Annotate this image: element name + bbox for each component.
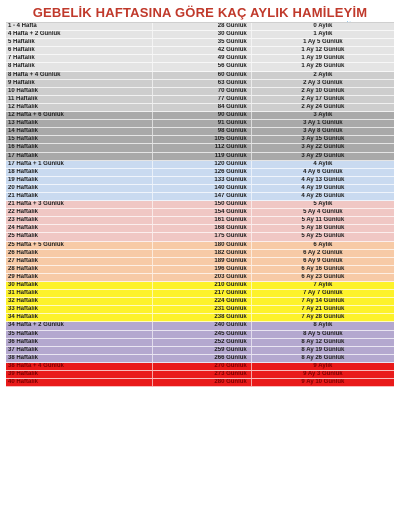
days-cell: 77 Günlük <box>152 96 251 103</box>
days-cell: 161 Günlük <box>152 217 251 224</box>
days-cell: 150 Günlük <box>152 201 251 208</box>
table-row <box>6 185 394 193</box>
months-cell: 2 Ay 24 Günlük <box>251 104 394 111</box>
days-cell: 112 Günlük <box>152 144 251 151</box>
week-cell: 31 Haftalık <box>8 290 39 297</box>
months-cell: 3 Ay 1 Günlük <box>251 120 394 127</box>
week-cell: 40 Haftalık <box>8 379 39 386</box>
months-cell: 5 Aylık <box>251 201 394 208</box>
months-cell: 7 Ay 14 Günlük <box>251 298 394 305</box>
table-row <box>6 298 394 306</box>
days-cell: 30 Günlük <box>152 31 251 38</box>
months-cell: 6 Ay 23 Günlük <box>251 274 394 281</box>
months-cell: 2 Ay 17 Günlük <box>251 96 394 103</box>
days-cell: 238 Günlük <box>152 314 251 321</box>
table-row <box>6 371 394 379</box>
week-cell: 15 Haftalık <box>8 136 39 143</box>
months-cell: 7 Aylık <box>251 282 394 289</box>
week-cell: 8 Hafta + 4 Günlük <box>8 71 61 78</box>
week-cell: 20 Haftalık <box>8 184 39 191</box>
months-cell: 7 Ay 28 Günlük <box>251 314 394 321</box>
table-row <box>6 31 394 39</box>
days-cell: 56 Günlük <box>152 63 251 70</box>
table-row <box>6 96 394 104</box>
week-cell: 38 Hafta + 4 Günlük <box>8 362 64 369</box>
months-cell: 9 Ay 3 Günlük <box>251 371 394 378</box>
months-cell: 4 Ay 13 Günlük <box>251 177 394 184</box>
week-cell: 16 Haftalık <box>8 144 39 151</box>
week-cell: 18 Haftalık <box>8 168 39 175</box>
table-row <box>6 258 394 266</box>
week-cell: 11 Haftalık <box>8 95 38 102</box>
days-cell: 231 Günlük <box>152 306 251 313</box>
days-cell: 35 Günlük <box>152 39 251 46</box>
days-cell: 49 Günlük <box>152 55 251 62</box>
days-cell: 119 Günlük <box>152 153 251 160</box>
days-cell: 133 Günlük <box>152 177 251 184</box>
table-row <box>6 331 394 339</box>
months-cell: 8 Ay 26 Günlük <box>251 355 394 362</box>
table-row <box>6 136 394 144</box>
days-cell: 154 Günlük <box>152 209 251 216</box>
week-cell: 12 Hafta + 6 Günlük <box>8 112 64 119</box>
table-row <box>6 290 394 298</box>
table-row <box>6 217 394 225</box>
table-row <box>6 242 394 250</box>
week-cell: 14 Haftalık <box>8 128 39 135</box>
months-cell: 7 Ay 7 Günlük <box>251 290 394 297</box>
table-row <box>6 274 394 282</box>
table-row <box>6 225 394 233</box>
months-cell: 5 Ay 11 Günlük <box>251 217 394 224</box>
days-cell: 259 Günlük <box>152 347 251 354</box>
table-row <box>6 72 394 80</box>
week-cell: 34 Haftalık <box>8 314 39 321</box>
days-cell: 189 Günlük <box>152 258 251 265</box>
days-cell: 147 Günlük <box>152 193 251 200</box>
table-row <box>6 80 394 88</box>
table-row <box>6 306 394 314</box>
days-cell: 175 Günlük <box>152 233 251 240</box>
months-cell: 9 Aylık <box>251 363 394 370</box>
week-cell: 7 Haftalık <box>8 55 35 62</box>
days-cell: 280 Günlük <box>152 379 251 386</box>
table-row <box>6 339 394 347</box>
table-row <box>6 177 394 185</box>
week-cell: 5 Haftalık <box>8 39 35 46</box>
week-cell: 27 Haftalık <box>8 257 39 264</box>
months-cell: 2 Aylık <box>251 72 394 79</box>
week-cell: 1 - 4 Hafta <box>8 23 37 29</box>
days-cell: 63 Günlük <box>152 80 251 87</box>
months-cell: 2 Ay 10 Günlük <box>251 88 394 95</box>
days-cell: 90 Günlük <box>152 112 251 119</box>
week-cell: 32 Haftalık <box>8 298 39 305</box>
months-cell: 7 Ay 21 Günlük <box>251 306 394 313</box>
days-cell: 252 Günlük <box>152 339 251 346</box>
week-cell: 23 Haftalık <box>8 217 39 224</box>
table-row <box>6 104 394 112</box>
days-cell: 203 Günlük <box>152 274 251 281</box>
week-cell: 13 Haftalık <box>8 120 39 127</box>
months-cell: 9 Ay 10 Günlük <box>251 379 394 386</box>
week-cell: 25 Haftalık <box>8 233 39 240</box>
table-row <box>6 282 394 290</box>
table-row <box>6 88 394 96</box>
months-cell: 6 Aylık <box>251 242 394 249</box>
months-cell: 5 Ay 4 Günlük <box>251 209 394 216</box>
days-cell: 266 Günlük <box>152 355 251 362</box>
week-cell: 26 Haftalık <box>8 249 39 256</box>
months-cell: 8 Ay 5 Günlük <box>251 331 394 338</box>
week-cell: 22 Haftalık <box>8 209 39 216</box>
pregnancy-week-chart <box>6 4 394 386</box>
months-cell: 3 Ay 8 Günlük <box>251 128 394 135</box>
table-row <box>6 169 394 177</box>
months-cell: 1 Ay 5 Günlük <box>251 39 394 46</box>
week-cell: 33 Haftalık <box>8 306 39 313</box>
days-cell: 196 Günlük <box>152 266 251 273</box>
table-row <box>6 23 394 31</box>
table-row <box>6 209 394 217</box>
week-cell: 28 Haftalık <box>8 265 39 272</box>
days-cell: 28 Günlük <box>152 23 251 30</box>
months-cell: 2 Ay 3 Günlük <box>251 80 394 87</box>
week-cell: 4 Hafta + 2 Günlük <box>8 31 61 38</box>
days-cell: 224 Günlük <box>152 298 251 305</box>
table-row <box>6 314 394 322</box>
days-cell: 84 Günlük <box>152 104 251 111</box>
days-cell: 182 Günlük <box>152 250 251 257</box>
week-cell: 25 Hafta + 5 Günlük <box>8 241 64 248</box>
months-cell: 3 Ay 22 Günlük <box>251 144 394 151</box>
week-cell: 19 Haftalık <box>8 176 39 183</box>
months-cell: 4 Aylık <box>251 161 394 168</box>
table-row <box>6 322 394 330</box>
table-row <box>6 201 394 209</box>
months-cell: 0 Aylık <box>251 23 394 30</box>
week-cell: 30 Haftalık <box>8 282 39 288</box>
months-cell: 8 Ay 19 Günlük <box>251 347 394 354</box>
table-row <box>6 144 394 152</box>
table-row <box>6 63 394 71</box>
months-cell: 5 Ay 18 Günlük <box>251 225 394 232</box>
months-cell: 4 Ay 6 Günlük <box>251 169 394 176</box>
table-row <box>6 112 394 120</box>
days-cell: 180 Günlük <box>152 242 251 249</box>
table-row <box>6 55 394 63</box>
table-row <box>6 161 394 169</box>
months-cell: 4 Ay 26 Günlük <box>251 193 394 200</box>
months-cell: 5 Ay 25 Günlük <box>251 233 394 240</box>
months-cell: 8 Ay 12 Günlük <box>251 339 394 346</box>
week-cell: 21 Haftalık <box>8 192 39 199</box>
table-row <box>6 193 394 201</box>
days-cell: 210 Günlük <box>152 282 251 289</box>
table-row <box>6 355 394 363</box>
days-cell: 217 Günlük <box>152 290 251 297</box>
week-cell: 12 Haftalık <box>8 103 39 110</box>
table-row <box>6 39 394 47</box>
days-cell: 168 Günlük <box>152 225 251 232</box>
days-cell: 70 Günlük <box>152 88 251 95</box>
days-cell: 42 Günlük <box>152 47 251 54</box>
week-cell: 37 Haftalık <box>8 346 39 353</box>
week-cell: 36 Haftalık <box>8 338 39 345</box>
months-cell: 6 Ay 9 Günlük <box>251 258 394 265</box>
months-cell: 6 Ay 2 Günlük <box>251 250 394 257</box>
months-cell: 3 Ay 29 Günlük <box>251 153 394 160</box>
days-cell: 245 Günlük <box>152 331 251 338</box>
table-row <box>6 363 394 371</box>
months-cell: 3 Ay 15 Günlük <box>251 136 394 143</box>
week-cell: 24 Haftalık <box>8 225 39 232</box>
week-cell: 10 Haftalık <box>8 87 39 94</box>
months-cell: 4 Ay 19 Günlük <box>251 185 394 192</box>
table-row <box>6 153 394 161</box>
table-row <box>6 379 394 387</box>
week-cell: 6 Haftalık <box>8 47 35 54</box>
table-row <box>6 250 394 258</box>
months-cell: 1 Ay 12 Günlük <box>251 47 394 54</box>
week-cell: 29 Haftalık <box>8 273 39 280</box>
days-cell: 91 Günlük <box>152 120 251 127</box>
days-cell: 60 Günlük <box>152 72 251 79</box>
months-cell: 1 Ay 19 Günlük <box>251 55 394 62</box>
table-row <box>6 233 394 241</box>
week-cell: 17 Haftalık <box>8 152 39 159</box>
week-cell: 35 Haftalık <box>8 330 39 337</box>
week-cell: 38 Haftalık <box>8 354 39 361</box>
week-cell: 8 Haftalık <box>8 63 35 70</box>
months-cell: 8 Aylık <box>251 322 394 329</box>
table-row <box>6 128 394 136</box>
week-cell: 9 Haftalık <box>8 79 35 86</box>
days-cell: 270 Günlük <box>152 363 251 370</box>
table-row <box>6 347 394 355</box>
table-row <box>6 120 394 128</box>
week-cell: 17 Hafta + 1 Günlük <box>8 160 64 167</box>
week-month-table <box>6 22 394 387</box>
days-cell: 120 Günlük <box>152 161 251 168</box>
days-cell: 105 Günlük <box>152 136 251 143</box>
table-row <box>6 47 394 55</box>
table-row <box>6 266 394 274</box>
months-cell: 1 Aylık <box>251 31 394 38</box>
days-cell: 140 Günlük <box>152 185 251 192</box>
week-cell: 39 Haftalık <box>8 371 39 378</box>
week-cell: 34 Hafta + 2 Günlük <box>8 322 64 329</box>
months-cell: 3 Aylık <box>251 112 394 119</box>
days-cell: 273 Günlük <box>152 371 251 378</box>
days-cell: 126 Günlük <box>152 169 251 176</box>
page-title: GEBELİK HAFTASINA GÖRE KAÇ AYLIK HAMİLEYİM <box>32 5 368 20</box>
week-cell: 21 Hafta + 3 Günlük <box>8 201 64 208</box>
days-cell: 98 Günlük <box>152 128 251 135</box>
days-cell: 240 Günlük <box>152 322 251 329</box>
months-cell: 6 Ay 16 Günlük <box>251 266 394 273</box>
months-cell: 1 Ay 26 Günlük <box>251 63 394 70</box>
